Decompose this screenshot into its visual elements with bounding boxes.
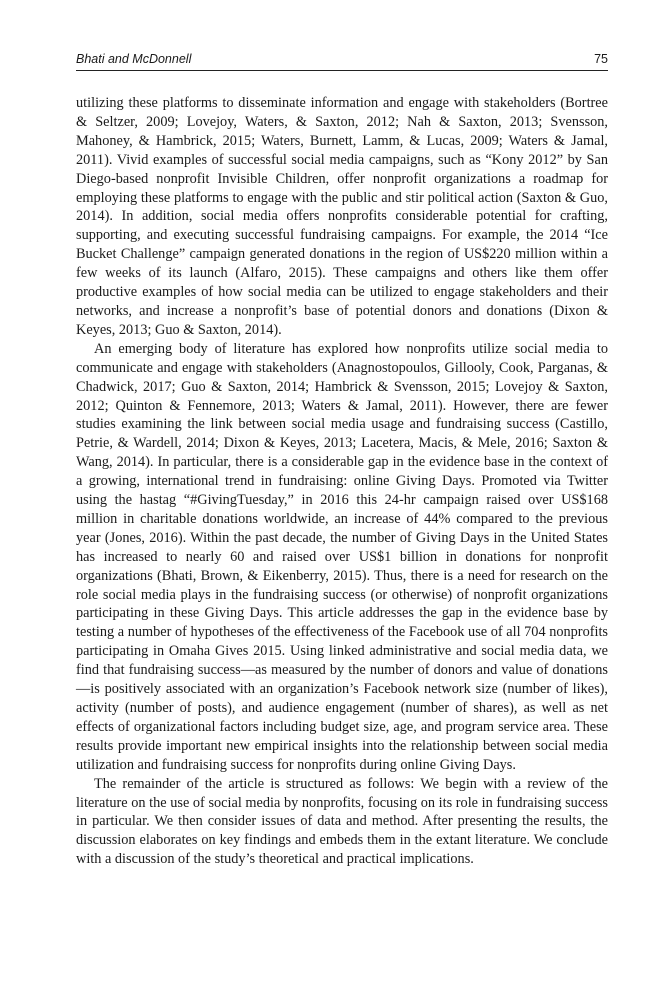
- running-head: [76, 50, 608, 71]
- running-head-authors: Bhati and McDonnell: [76, 52, 192, 66]
- article-body: [76, 94, 608, 869]
- paragraph-article-structure: The remainder of the article is structured as follows: We begin with a review of the literature on the use of social media by nonprofits, focusing on its role in fundraising success in particular. We then consider issues of data and method. After presenting the results, the discussion elaborates on key findings and embeds them in the extant literature. We conclude with a discussion of the study’s theoretical and practical implications.: [76, 775, 608, 868]
- paragraph-continued: utilizing these platforms to disseminate information and engage with stakeholders (Bortree & Seltzer, 2009; Lovejoy, Waters, & Saxton, 2012; Nah & Saxton, 2013; Svensson, Mahoney, & Hambrick, 2015; Waters, Burnett, Lamm, & Lucas, 2009; Waters & Jamal, 2011). Vivid examples of successful social media campaigns, such as “Kony 2012” by San Diego-based nonprofit Invisible Children, offer nonprofit organizations a roadmap for employing these platforms to engage with the public and stir political action (Saxton & Guo, 2014). In addition, social media offers nonprofits considerable potential for crafting, supporting, and executing successful fundraising campaigns. For example, the 2014 “Ice Bucket Challenge” campaign generated donations in the region of US$220 million within a few weeks of its launch (Alfaro, 2015). These campaigns and others like them offer productive examples of how social media can be utilized to engage stakeholders and their networks, and increase a nonprofit’s base of potential donors and donations (Dixon & Keyes, 2013; Guo & Saxton, 2014).: [76, 95, 608, 338]
- page-number: 75: [594, 52, 608, 66]
- paragraph-literature-gap: An emerging body of literature has explored how nonprofits utilize social media to communicate and engage with stakeholders (Anagnostopoulos, Gillooly, Cook, Parganas, & Chadwick, 2017; Guo & Saxton, 2014; Hambrick & Svensson, 2015; Lovejoy & Saxton, 2012; Quinton & Fennemore, 2013; Waters & Jamal, 2011). However, there are fewer studies examining the link between social media usage and fundraising success (Castillo, Petrie, & Wardell, 2014; Dixon & Keyes, 2013; Lacetera, Macis, & Mele, 2016; Saxton & Wang, 2014). In particular, there is a considerable gap in the evidence base in the context of a growing, international trend in fundraising: online Giving Days. Promoted via Twitter using the hastag “#GivingTuesday,” in 2016 this 24-hr campaign raised over US$168 million in charitable donations worldwide, an increase of 44% compared to the previous year (Jones, 2016). Within the past decade, the number of Giving Days in the United States has increased to nearly 60 and raised over US$1 billion in donations for nonprofit organizations (Bhati, Brown, & Eikenberry, 2015). Thus, there is a need for research on the role social media plays in the fundraising success (or otherwise) of nonprofit organizations participating in these Giving Days. This article addresses the gap in the evidence base by testing a number of hypotheses of the effectiveness of the Facebook use of all 704 nonprofits participating in Omaha Gives 2015. Using linked administrative and social media data, we find that fundraising success—as measured by the number of donors and value of donations—is positively associated with an organization’s Facebook network size (number of likes), activity (number of posts), and audience engagement (number of shares), as well as net effects of organizational factors including budget size, age, and program service area. These results provide important new empirical insights into the relationship between social media utilization and fundraising success for nonprofits during online Giving Days.: [76, 340, 608, 773]
